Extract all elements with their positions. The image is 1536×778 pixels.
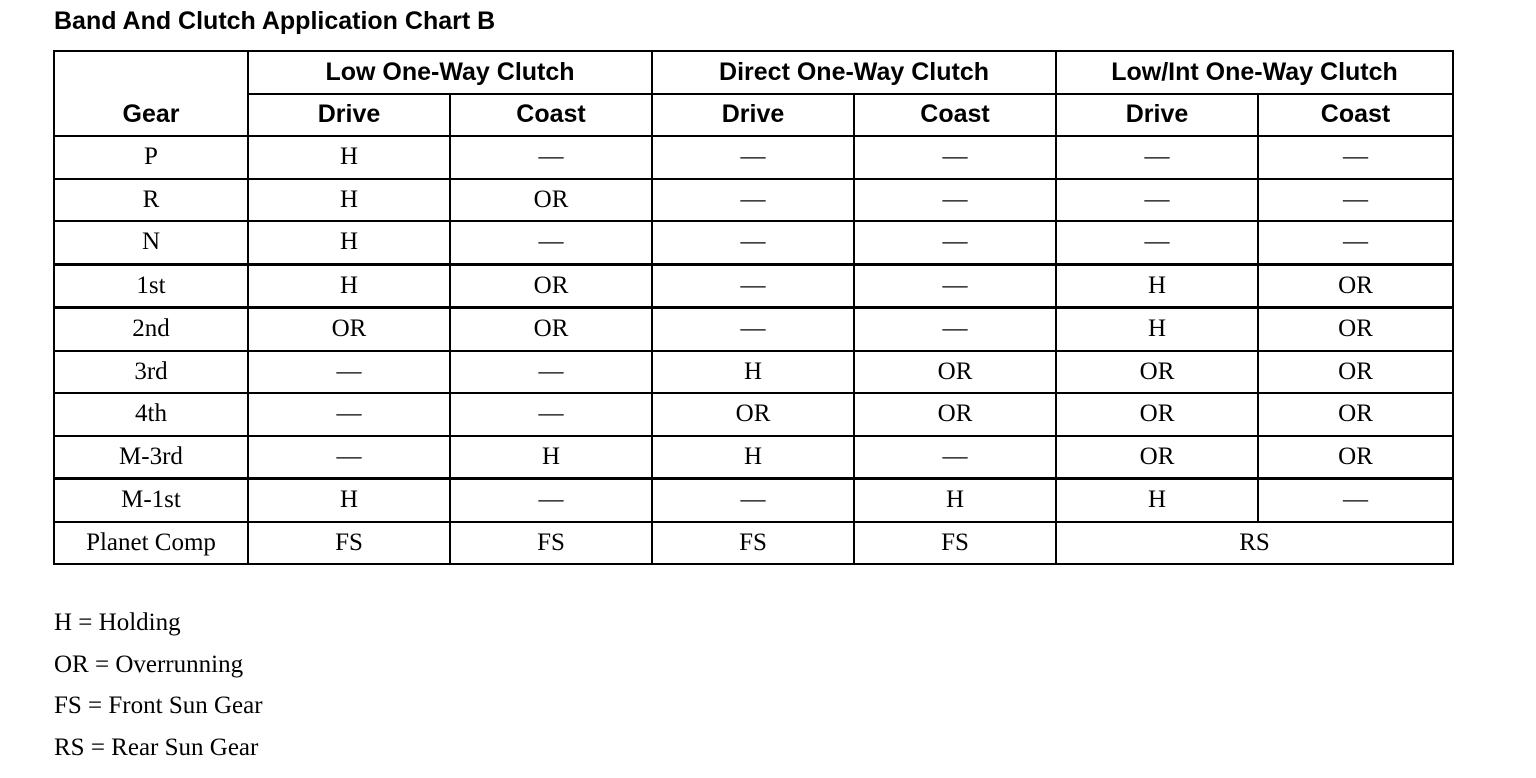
table-cell: FS: [652, 522, 854, 565]
gear-cell: N: [54, 221, 248, 264]
group-header-low-one-way-clutch: Low One-Way Clutch: [248, 51, 652, 94]
gear-cell: 4th: [54, 393, 248, 436]
table-row: [54, 221, 1453, 264]
table-cell: —: [1258, 136, 1453, 179]
table-cell: OR: [854, 351, 1056, 394]
clutch-application-table: [53, 50, 1454, 565]
gear-cell: P: [54, 136, 248, 179]
table-row: [54, 393, 1453, 436]
table-cell: H: [248, 221, 450, 264]
gear-column-header: Gear: [54, 51, 248, 136]
table-cell: —: [248, 436, 450, 479]
table-cell: —: [1056, 221, 1258, 264]
subheader-coast: Coast: [450, 94, 652, 137]
table-cell: —: [1258, 179, 1453, 222]
table-cell: FS: [248, 522, 450, 565]
table-cell: OR: [1056, 393, 1258, 436]
table-cell: H: [248, 136, 450, 179]
table-cell: —: [652, 264, 854, 308]
table-cell: —: [854, 221, 1056, 264]
table-cell: —: [652, 221, 854, 264]
table-cell: —: [1056, 136, 1258, 179]
table-row: [54, 264, 1453, 308]
table-row: [54, 436, 1453, 479]
table-cell: —: [652, 136, 854, 179]
merged-cell: RS: [1056, 522, 1453, 565]
table-cell: —: [854, 436, 1056, 479]
table-cell: OR: [450, 179, 652, 222]
table-cell: H: [1056, 264, 1258, 308]
table-cell: —: [854, 136, 1056, 179]
gear-cell: R: [54, 179, 248, 222]
table-cell: —: [450, 136, 652, 179]
table-cell: H: [652, 351, 854, 394]
gear-cell: 1st: [54, 264, 248, 308]
table-row: [54, 136, 1453, 179]
table-cell: H: [248, 264, 450, 308]
table-row: [54, 179, 1453, 222]
table-cell: H: [248, 179, 450, 222]
table-cell: OR: [1258, 436, 1453, 479]
gear-cell: M-1st: [54, 479, 248, 522]
table-cell: OR: [1258, 351, 1453, 394]
table-cell: —: [1056, 179, 1258, 222]
legend: [54, 602, 263, 768]
subheader-drive: Drive: [1056, 94, 1258, 137]
subheader-row: [54, 94, 1453, 137]
table-cell: OR: [854, 393, 1056, 436]
table-cell: —: [652, 179, 854, 222]
table-cell: H: [450, 436, 652, 479]
table-cell: OR: [450, 264, 652, 308]
table-cell: OR: [1056, 351, 1258, 394]
gear-cell: Planet Comp: [54, 522, 248, 565]
table-cell: —: [854, 264, 1056, 308]
table-cell: —: [248, 351, 450, 394]
legend-item: FS = Front Sun Gear: [54, 692, 263, 719]
subheader-drive: Drive: [652, 94, 854, 137]
planet-comp-row: [54, 522, 1453, 565]
table-cell: OR: [1258, 393, 1453, 436]
table-cell: OR: [248, 308, 450, 351]
table-cell: FS: [854, 522, 1056, 565]
table-cell: H: [652, 436, 854, 479]
group-header-row: [54, 51, 1453, 94]
table-cell: H: [854, 479, 1056, 522]
page-title: Band And Clutch Application Chart B: [54, 7, 496, 35]
legend-item: H = Holding: [54, 609, 181, 636]
table-cell: OR: [450, 308, 652, 351]
gear-cell: M-3rd: [54, 436, 248, 479]
table-cell: OR: [1258, 264, 1453, 308]
table-cell: OR: [1056, 436, 1258, 479]
table-cell: OR: [652, 393, 854, 436]
table-cell: H: [1056, 479, 1258, 522]
table-cell: —: [450, 221, 652, 264]
table-cell: H: [248, 479, 450, 522]
table-row: [54, 308, 1453, 351]
table-cell: —: [450, 479, 652, 522]
subheader-drive: Drive: [248, 94, 450, 137]
gear-cell: 2nd: [54, 308, 248, 351]
group-header-low-int-one-way-clutch: Low/Int One-Way Clutch: [1056, 51, 1453, 94]
legend-item: OR = Overrunning: [54, 650, 244, 678]
table-row: [54, 351, 1453, 394]
subheader-coast: Coast: [854, 94, 1056, 137]
table-cell: —: [248, 393, 450, 436]
table-cell: —: [1258, 221, 1453, 264]
gear-cell: 3rd: [54, 351, 248, 394]
table-cell: OR: [1258, 308, 1453, 351]
table-cell: —: [450, 351, 652, 394]
subheader-coast: Coast: [1258, 94, 1453, 137]
group-header-direct-one-way-clutch: Direct One-Way Clutch: [652, 51, 1056, 94]
table-row: [54, 479, 1453, 522]
table-cell: —: [854, 308, 1056, 351]
table-cell: H: [1056, 308, 1258, 351]
table-cell: —: [652, 479, 854, 522]
table-cell: —: [450, 393, 652, 436]
table-cell: —: [854, 179, 1056, 222]
table-cell: —: [1258, 479, 1453, 522]
legend-item: RS = Rear Sun Gear: [54, 733, 259, 761]
table-cell: FS: [450, 522, 652, 565]
table-cell: —: [652, 308, 854, 351]
